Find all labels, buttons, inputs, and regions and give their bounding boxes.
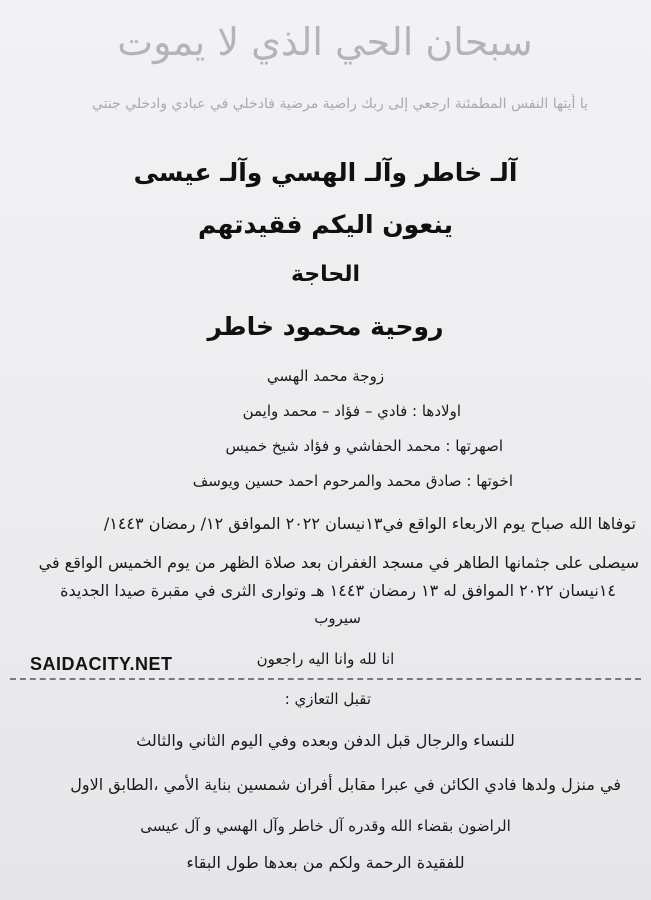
condolences-line-2: في منزل ولدها فادي الكائن في عبرا مقابل أفران شمسين بناية الأمي ،الطابق الاول: [70, 775, 621, 794]
calligraphy-header: [117, 10, 533, 74]
family-names: آلـ خاطر وآلـ الهسي وآلـ عيسى: [133, 158, 518, 187]
calligraphy-text: سبحان الحي الذي لا يموت: [117, 20, 533, 64]
deceased-name: روحية محمود خاطر: [207, 312, 444, 341]
prayer-line: انا لله وانا اليه راجعون: [256, 650, 395, 668]
inlaws-line: اصهرتها : محمد الحفاشي و فؤاد شيخ خميس: [225, 437, 503, 455]
condolences-heading: تقبل التعازي :: [284, 690, 371, 708]
quran-verse: يا أيتها النفس المطمئنة ارجعي إلى ربك راضية مرضية فادخلي في عبادي وادخلي جنتي: [91, 96, 589, 112]
condolences-line-1: للنساء والرجال قبل الدفن وبعده وفي اليوم الثاني والثالث: [136, 731, 515, 750]
death-date-line: توفاها الله صباح يوم الاربعاء الواقع في١٣نيسان ٢٠٢٢ الموافق ١٢/ رمضان ١٤٤٣/: [103, 514, 636, 533]
children-line: اولادها : فادي – فؤاد – محمد وايمن: [242, 402, 461, 420]
spouse-line: زوجة محمد الهسي: [266, 367, 385, 385]
site-watermark: SAIDACITY.NET: [30, 654, 173, 674]
condolences-line-3: الراضون بقضاء الله وقدره آل خاطر وآل الهسي و آل عيسى: [140, 817, 511, 835]
siblings-line: اخوتها : صادق محمد والمرحوم احمد حسين ويوسف: [192, 472, 513, 490]
funeral-line-1: سيصلى على جثمانها الطاهر في مسجد الغفران بعد صلاة الظهر من يوم الخميس الواقع في: [38, 553, 639, 572]
deceased-title: الحاجة: [290, 262, 361, 287]
announcement: ينعون اليكم فقيدتهم: [198, 210, 453, 239]
dashed-divider: [10, 678, 641, 680]
funeral-line-2: ١٤نيسان ٢٠٢٢ الموافق له ١٣ رمضان ١٤٤٣ هـ وتوارى الثرى في مقبرة صيدا الجديدة: [60, 581, 616, 600]
condolences-line-4: للفقيدة الرحمة ولكم من بعدها طول البقاء: [186, 853, 465, 872]
funeral-line-3: سيروب: [314, 609, 361, 627]
